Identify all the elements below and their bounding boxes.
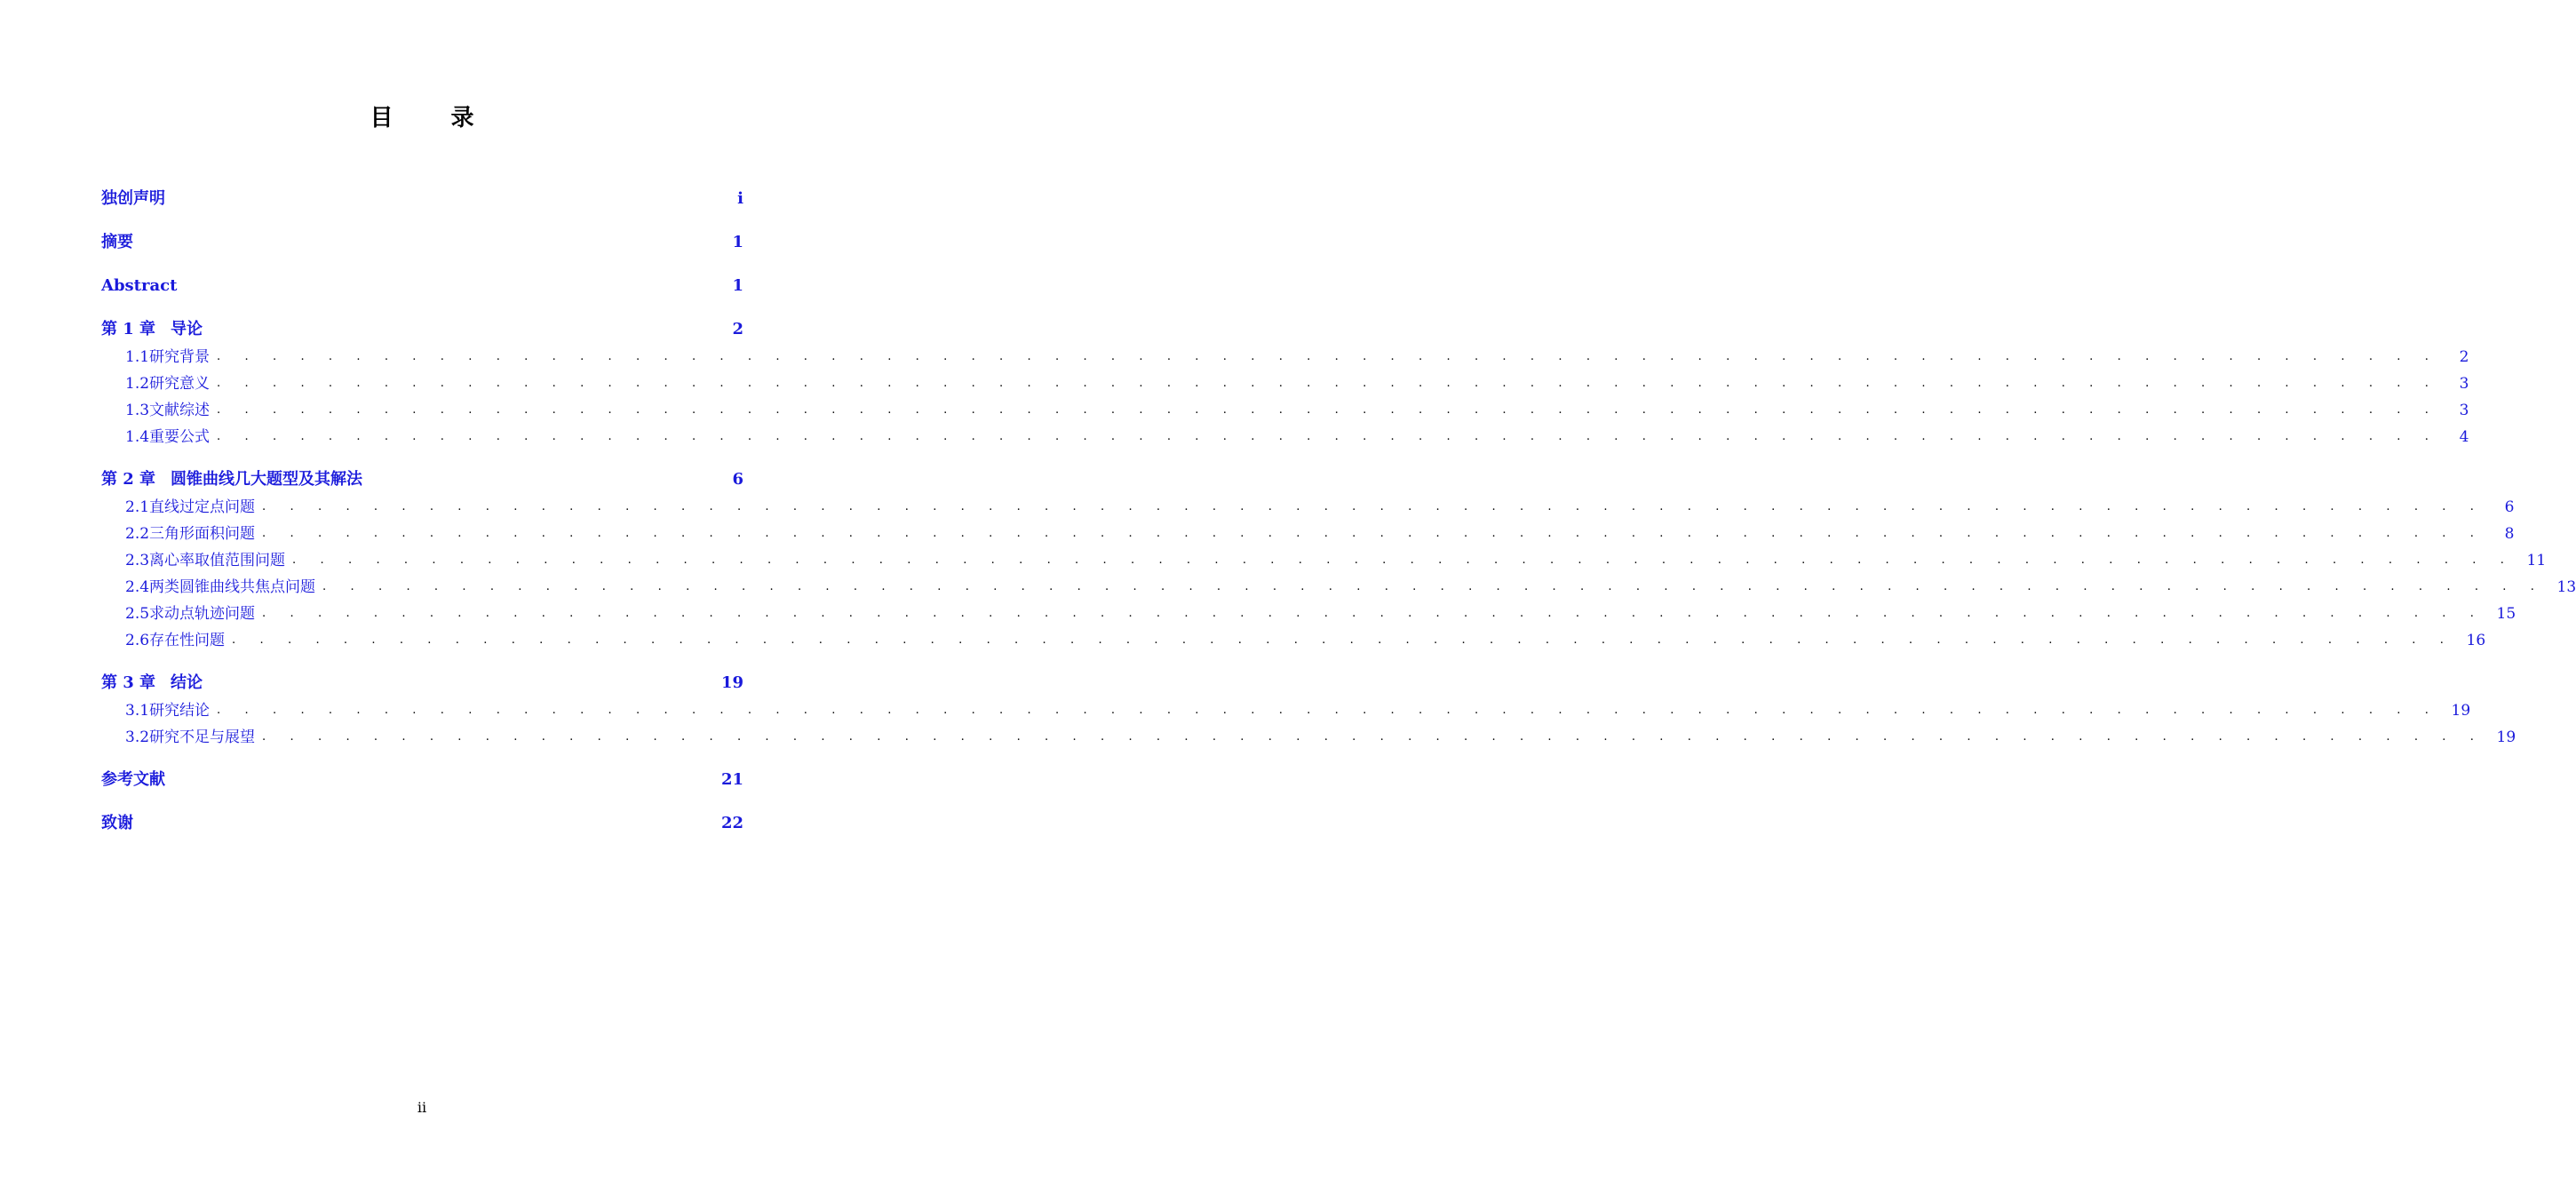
entry-title: 文献综述 xyxy=(149,402,211,419)
entry-title: 致谢 xyxy=(101,814,133,832)
page-reference: 11 xyxy=(2526,552,2547,569)
toc-section-entry[interactable] xyxy=(101,345,2469,370)
page-reference: 6 xyxy=(732,470,743,489)
chapter-number: 第 3 章 xyxy=(101,673,156,692)
page-reference: 1 xyxy=(732,233,743,251)
page-reference: 1 xyxy=(732,276,743,295)
section-number: 2.5 xyxy=(125,605,150,623)
toc-section-entry[interactable] xyxy=(101,495,2515,520)
entry-title: 直线过定点问题 xyxy=(149,498,256,516)
page-reference: i xyxy=(737,189,743,208)
toc-section-entry[interactable] xyxy=(101,698,2471,723)
toc-chapter-entry[interactable] xyxy=(101,230,743,255)
dot-leader: . . . . . . . . . . . . . . . . . . . . . . . . . . . . . . . . . . . . . . . . . . . . . . . . . . . . . . . . . . . . . . . . . . . . . . . . . . . . . . . . xyxy=(262,607,2485,620)
entry-title: 独创声明 xyxy=(101,189,165,208)
entry-title: Abstract xyxy=(101,276,178,295)
page-reference: 15 xyxy=(2496,605,2516,623)
entry-title: 离心率取值范围问题 xyxy=(149,552,286,569)
toc-section-entry[interactable] xyxy=(101,601,2516,626)
page-reference: 13 xyxy=(2556,578,2576,596)
section-number: 2.2 xyxy=(125,525,150,543)
section-number: 3.2 xyxy=(125,728,150,746)
section-number: 2.1 xyxy=(125,498,150,516)
entry-title: 研究结论 xyxy=(149,702,211,720)
page-reference: 2 xyxy=(732,320,743,338)
dot-leader: . . . . . . . . . . . . . . . . . . . . . . . . . . . . . . . . . . . . . . . . . . . . . . . . . . . . . . . . . . . . . . . . . . . . . . . . . . . . . . . . xyxy=(262,500,2485,513)
page-reference: 3 xyxy=(2459,402,2469,419)
dot-leader: . . . . . . . . . . . . . . . . . . . . . . . . . . . . . . . . . . . . . . . . . . . . . . . . . . . . . . . . . . . . . . . . . . . . . . . . . . . . . . . . xyxy=(262,730,2485,744)
entry-title: 两类圆锥曲线共焦点问题 xyxy=(149,578,316,596)
page-reference: 6 xyxy=(2504,498,2515,516)
section-number: 3.1 xyxy=(125,702,150,720)
page-reference: 22 xyxy=(720,814,743,832)
dot-leader: . . . . . . . . . . . . . . . . . . . . . . . . . . . . . . . . . . . . . . . . . . . . . . . . . . . . . . . . . . . . . . . . . . . . . . . . . . . . . . . . xyxy=(217,350,2439,363)
dot-leader: . . . . . . . . . . . . . . . . . . . . . . . . . . . . . . . . . . . . . . . . . . . . . . . . . . . . . . . . . . . . . . . . . . . . . . . . . . . . . . . . xyxy=(217,403,2439,417)
entry-title: 结论 xyxy=(171,673,203,692)
section-number: 2.6 xyxy=(125,632,150,649)
dot-leader: . . . . . . . . . . . . . . . . . . . . . . . . . . . . . . . . . . . . . . . . . . . . . . . . . . . . . . . . . . . . . . . . . . . . . . . . . . . . . . . . xyxy=(262,527,2485,540)
page-number: ii xyxy=(417,1099,427,1116)
page-reference: 3 xyxy=(2459,375,2469,393)
entry-title: 三角形面积问题 xyxy=(149,525,256,543)
dot-leader: . . . . . . . . . . . . . . . . . . . . . . . . . . . . . . . . . . . . . . . . . . . . . . . . . . . . . . . . . . . . . . . . . . . . . . . . . . . . . . . . xyxy=(292,553,2515,567)
page-reference: 21 xyxy=(720,770,743,789)
toc-section-entry[interactable] xyxy=(101,725,2516,750)
entry-title: 求动点轨迹问题 xyxy=(149,605,256,623)
toc-chapter-entry[interactable] xyxy=(101,811,743,836)
page-reference: 16 xyxy=(2466,632,2486,649)
section-number: 1.1 xyxy=(125,348,150,366)
entry-title: 研究不足与展望 xyxy=(149,728,256,746)
section-number: 1.2 xyxy=(125,375,150,393)
chapter-number: 第 2 章 xyxy=(101,470,156,489)
section-number: 2.4 xyxy=(125,578,150,596)
page-reference: 8 xyxy=(2504,525,2515,543)
entry-title: 研究背景 xyxy=(149,348,211,366)
entry-title: 摘要 xyxy=(101,233,133,251)
entry-title: 重要公式 xyxy=(149,428,211,446)
toc-chapter-entry[interactable] xyxy=(101,317,743,342)
toc-section-entry[interactable] xyxy=(101,398,2469,423)
toc-chapter-entry[interactable] xyxy=(101,768,743,792)
page-reference: 19 xyxy=(2451,702,2471,720)
toc-chapter-entry[interactable] xyxy=(101,467,743,492)
toc-section-entry[interactable] xyxy=(101,521,2515,546)
toc-section-entry[interactable] xyxy=(101,548,2547,573)
toc-chapter-entry[interactable] xyxy=(101,671,743,696)
section-number: 1.3 xyxy=(125,402,150,419)
dot-leader: . . . . . . . . . . . . . . . . . . . . . . . . . . . . . . . . . . . . . . . . . . . . . . . . . . . . . . . . . . . . . . . . . . . . . . . . . . . . . . . . xyxy=(217,430,2439,443)
entry-title: 存在性问题 xyxy=(149,632,226,649)
entry-title: 圆锥曲线几大题型及其解法 xyxy=(171,470,362,489)
entry-title: 研究意义 xyxy=(149,375,211,393)
toc-chapter-entry[interactable] xyxy=(101,187,743,211)
toc-section-entry[interactable] xyxy=(101,575,2576,600)
chapter-number: 第 1 章 xyxy=(101,320,156,338)
section-number: 1.4 xyxy=(125,428,150,446)
page-reference: 4 xyxy=(2459,428,2469,446)
page-reference: 19 xyxy=(720,673,743,692)
section-number: 2.3 xyxy=(125,552,150,569)
page-reference: 19 xyxy=(2496,728,2516,746)
toc-section-entry[interactable] xyxy=(101,425,2469,450)
page-title: 目 录 xyxy=(370,105,499,131)
dot-leader: . . . . . . . . . . . . . . . . . . . . . . . . . . . . . . . . . . . . . . . . . . . . . . . . . . . . . . . . . . . . . . . . . . . . . . . . . . . . . . . . xyxy=(322,580,2545,593)
toc-section-entry[interactable] xyxy=(101,628,2486,653)
toc-section-entry[interactable] xyxy=(101,371,2469,396)
toc-chapter-entry[interactable] xyxy=(101,274,743,298)
entry-title: 导论 xyxy=(171,320,203,338)
dot-leader: . . . . . . . . . . . . . . . . . . . . . . . . . . . . . . . . . . . . . . . . . . . . . . . . . . . . . . . . . . . . . . . . . . . . . . . . . . . . . . . . xyxy=(217,704,2439,717)
entry-title: 参考文献 xyxy=(101,770,165,789)
dot-leader: . . . . . . . . . . . . . . . . . . . . . . . . . . . . . . . . . . . . . . . . . . . . . . . . . . . . . . . . . . . . . . . . . . . . . . . . . . . . . . . . xyxy=(217,377,2439,390)
dot-leader: . . . . . . . . . . . . . . . . . . . . . . . . . . . . . . . . . . . . . . . . . . . . . . . . . . . . . . . . . . . . . . . . . . . . . . . . . . . . . . . . xyxy=(232,633,2454,647)
page-reference: 2 xyxy=(2459,348,2469,366)
